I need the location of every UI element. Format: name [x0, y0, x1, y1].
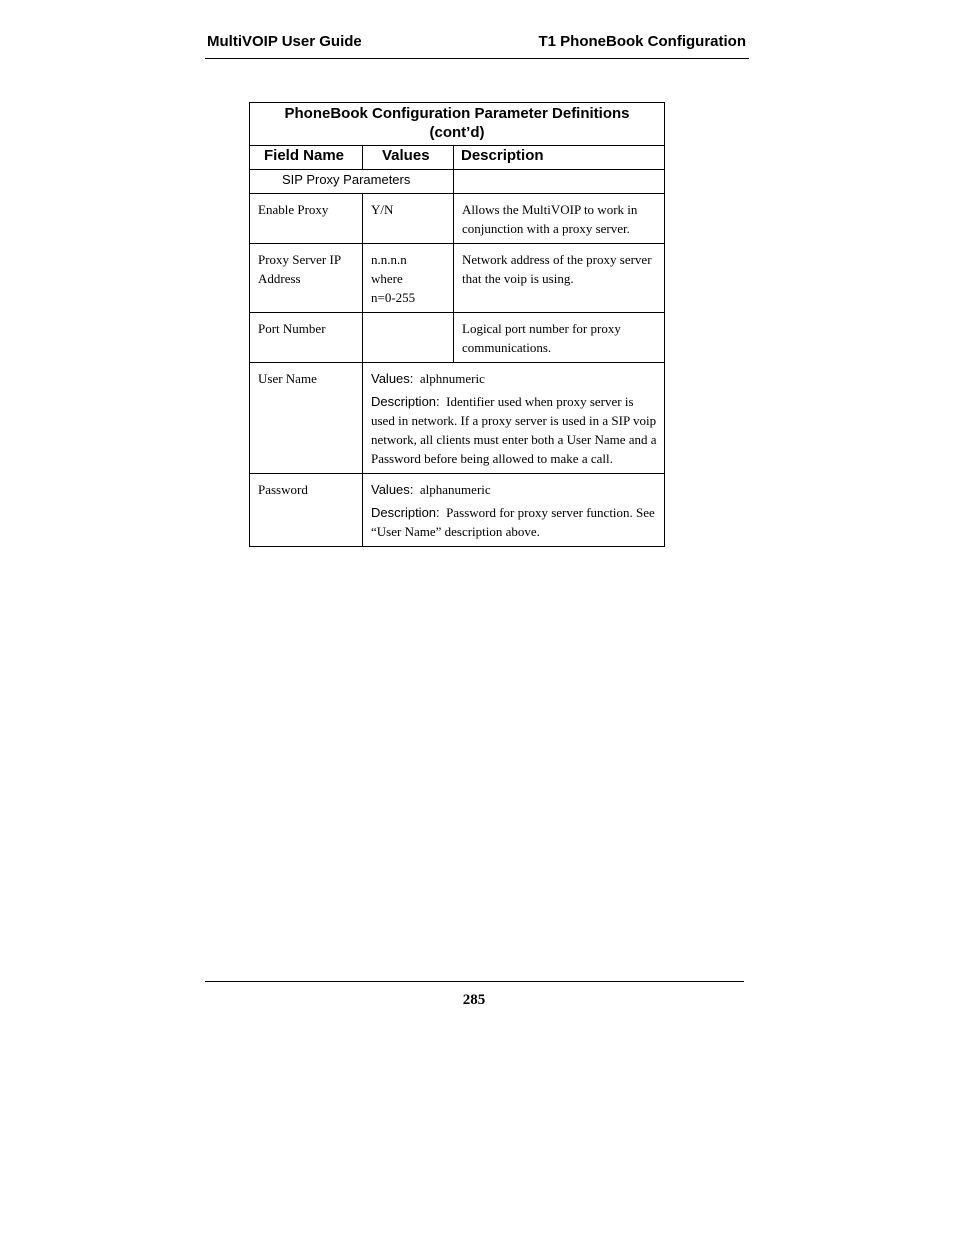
values-line	[371, 480, 657, 499]
table-row	[250, 244, 665, 313]
parameter-table	[249, 102, 665, 547]
values-cell: Y/N	[363, 194, 454, 244]
table-title-line2: (cont’d)	[429, 124, 485, 141]
field-name-cell: Enable Proxy	[250, 194, 363, 244]
table-row	[250, 363, 665, 474]
values-line: n.n.n.n	[371, 252, 407, 267]
values-text: alphanumeric	[419, 482, 491, 497]
combined-values-description-cell	[363, 363, 665, 474]
section-label: SIP Proxy Parameters	[250, 170, 454, 194]
description-paragraph	[371, 503, 657, 541]
header-section: T1 PhoneBook Configuration	[538, 33, 746, 50]
values-line: n=0-255	[371, 290, 416, 305]
section-empty-cell	[454, 170, 665, 194]
field-name-cell: User Name	[250, 363, 363, 474]
header-rule	[205, 58, 749, 59]
header-title: MultiVOIP User Guide	[207, 33, 362, 50]
field-name-line: Address	[258, 271, 301, 286]
description-text: Password for proxy server function. See “User Name” description above.	[371, 505, 655, 539]
values-label: Values:	[371, 371, 414, 386]
footer-rule	[205, 981, 744, 982]
description-cell: Logical port number for proxy communications.	[454, 313, 665, 363]
column-header-field-name: Field Name	[250, 146, 363, 170]
description-cell: Allows the MultiVOIP to work in conjunction with a proxy server.	[454, 194, 665, 244]
values-text: alphnumeric	[419, 371, 485, 386]
table-row	[250, 313, 665, 363]
field-name-cell	[250, 244, 363, 313]
field-name-cell: Port Number	[250, 313, 363, 363]
table-row	[250, 194, 665, 244]
description-label: Description:	[371, 505, 440, 520]
description-label: Description:	[371, 394, 440, 409]
table-row	[250, 474, 665, 547]
column-header-description: Description	[454, 146, 665, 170]
values-cell	[363, 313, 454, 363]
description-paragraph	[371, 392, 657, 468]
values-cell	[363, 244, 454, 313]
description-text: Identifier used when proxy server is used in network. If a proxy server is used in a SIP voip network, all clients must enter both a User Name and a Password before being allowed to make a call.	[371, 394, 657, 466]
description-cell: Network address of the proxy server that the voip is using.	[454, 244, 665, 313]
field-name-cell: Password	[250, 474, 363, 547]
values-label: Values:	[371, 482, 414, 497]
column-header-values: Values	[363, 146, 454, 170]
table-title-line1: PhoneBook Configuration Parameter Definitions	[284, 105, 630, 122]
combined-values-description-cell	[363, 474, 665, 547]
field-name-line: Proxy Server IP	[258, 252, 342, 267]
values-line	[371, 369, 657, 388]
page-number: 285	[462, 992, 486, 1008]
table-title	[250, 103, 665, 146]
values-line: where	[371, 271, 403, 286]
